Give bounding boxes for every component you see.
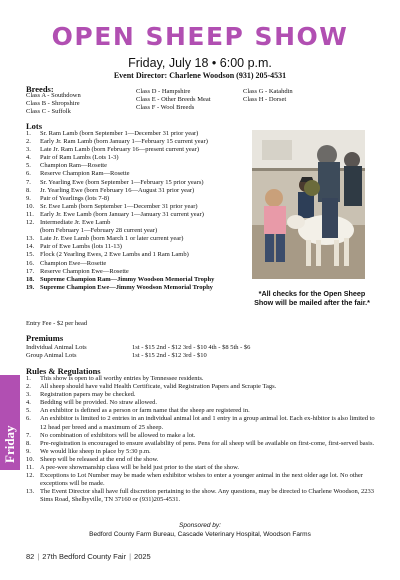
lot-item — [26, 154, 261, 162]
lot-item-text: Champion Ram—Rosette — [40, 162, 107, 170]
lot-item-text: Reserve Champion Ram—Rosette — [40, 170, 130, 178]
lot-item — [26, 138, 261, 146]
lot-item-text: Sr. Ewe Lamb (born September 1—December 31 prior year) — [40, 202, 198, 210]
lot-item — [26, 170, 261, 178]
day-tab — [0, 375, 20, 470]
rule-item-number: 5. — [26, 407, 31, 415]
lot-item — [26, 268, 261, 276]
rule-item — [26, 383, 381, 391]
lot-item-text: Pair of Ram Lambs (Lots 1-3) — [40, 154, 119, 162]
rule-item-text: We would like sheep in place by 5:30 p.m. — [40, 447, 151, 455]
rule-item-text: All sheep should have valid Health Certificate, valid Registration Papers and Scrapie Tags. — [40, 383, 277, 391]
rule-item — [26, 375, 381, 383]
rule-item — [26, 391, 381, 399]
lot-item-text: Supreme Champion Ewe—Jimmy Woodson Memorial Trophy — [40, 283, 213, 291]
rules-list — [26, 375, 381, 505]
sponsor-heading: Sponsored by: — [179, 522, 221, 529]
rule-item-text: An exhibitor is defined as a person or farm name that the sheep are registered in. — [40, 407, 250, 415]
lot-item — [26, 179, 261, 187]
rule-item-text: No combination of exhibitors will be allowed to make a lot. — [40, 431, 196, 439]
lot-item-number: 19. — [26, 283, 35, 291]
lot-item-number: 17. — [26, 267, 35, 275]
rule-item-text: An exhibitor is limited to 2 entries in an individual animal lot and 1 entry in a group animal lot. Each ex-hibitor is also limited to 12 head per breed and a maximum of 25 sheep. — [40, 415, 375, 431]
lot-item-text: Pair of Ewe Lambs (lots 11-13) — [40, 243, 122, 251]
lot-item — [26, 219, 261, 227]
lot-item-text: Pair of Yearlings (lots 7-8) — [40, 194, 110, 202]
breed-item: Class B - Shropshire — [26, 100, 80, 108]
rule-item-number: 4. — [26, 399, 31, 407]
rule-item-number: 7. — [26, 431, 31, 439]
lot-item-number: 18. — [26, 275, 35, 283]
premium-label: Individual Animal Lots — [26, 344, 87, 351]
lot-item-number: 5. — [26, 162, 31, 170]
rule-item-text: Sheep will be released at the end of the show. — [40, 455, 159, 463]
rule-item — [26, 415, 381, 431]
lot-item-number: 3. — [26, 146, 31, 154]
lot-item-number: 16. — [26, 259, 35, 267]
breed-item: Class H - Dorset — [243, 96, 287, 104]
lot-item-text: Sr. Yearling Ewe (born September 1—February 15 prior years) — [40, 178, 204, 186]
lot-item-number: 11. — [26, 210, 34, 218]
lot-item-number: 10. — [26, 202, 35, 210]
checks-note: *All checks for the Open Sheep Show will be mailed after the fair.* — [254, 289, 370, 307]
rule-item-number: 10. — [26, 455, 35, 463]
lot-item-number: 13. — [26, 235, 35, 243]
breeds-heading: Breeds: — [26, 84, 54, 94]
rule-item-text: This show is open to all worthy entries by Tennessee residents. — [40, 375, 204, 382]
breed-item: Class A - Southdown — [26, 92, 81, 99]
lot-item-text: (born February 1—February 28 current year) — [40, 227, 158, 235]
lot-item-text: Late Jr. Ram Lamb (born February 16—present current year) — [40, 146, 200, 154]
rule-item — [26, 448, 381, 456]
rule-item-number: 1. — [26, 375, 31, 382]
premium-values: 1st - $15 2nd - $12 3rd - $10 — [132, 352, 207, 360]
lot-item-text: Flock (2 Yearling Ewes, 2 Ewe Lambs and 1 Ram Lamb) — [40, 251, 189, 259]
rule-item-text: A pee-wee showmanship class will be held just prior to the start of the show. — [40, 464, 240, 472]
sheep-show-photo — [252, 130, 365, 279]
lot-item — [26, 260, 261, 268]
lot-item — [26, 227, 261, 235]
rule-item-number: 9. — [26, 447, 31, 455]
lot-item-number: 4. — [26, 154, 31, 162]
event-date: Friday, July 18 • 6:00 p.m. — [128, 56, 272, 70]
lot-item-text: Sr. Ram Lamb (born September 1—December 31 prior year) — [40, 130, 199, 137]
lot-item-text: Intermediate Jr. Ewe Lamb — [40, 219, 111, 227]
lot-item-number — [26, 227, 40, 235]
page-title: OPEN SHEEP SHOW — [51, 22, 349, 51]
rule-item-number: 13. — [26, 488, 35, 496]
event-director: Event Director: Charlene Woodson (931) 205-4531 — [113, 71, 287, 80]
rule-item — [26, 472, 381, 488]
premium-row — [26, 352, 250, 360]
lot-item — [26, 251, 261, 259]
sponsor-list: Bedford County Farm Bureau, Cascade Veterinary Hospital, Woodson Farms — [89, 531, 311, 538]
breeds-col-2 — [136, 88, 211, 112]
premium-label: Group Animal Lots — [26, 352, 77, 360]
fair-name: 27th Bedford County Fair — [42, 552, 127, 561]
premium-values: 1st - $15 2nd - $12 3rd - $10 4th - $8 5th - $6 — [132, 344, 251, 351]
lot-item-text: Champion Ewe—Rosette — [40, 259, 107, 267]
lot-item — [26, 195, 261, 203]
lot-item — [26, 276, 261, 284]
rule-item — [26, 407, 381, 415]
rule-item-number: 3. — [26, 391, 31, 399]
lot-item-number: 8. — [26, 186, 31, 194]
lot-item-number: 6. — [26, 170, 31, 178]
rule-item-number: 2. — [26, 383, 31, 391]
lot-item-number: 7. — [26, 178, 31, 186]
lot-item-text: Supreme Champion Ram—Jimmy Woodson Memorial Trophy — [40, 275, 215, 283]
breed-item: Class C - Suffolk — [26, 108, 71, 116]
rule-item-text: Registration papers may be checked. — [40, 391, 136, 399]
lot-item-number: 12. — [26, 219, 35, 227]
premiums-table — [26, 344, 250, 360]
breeds-col-1 — [26, 92, 81, 116]
rule-item — [26, 399, 381, 407]
lot-item — [26, 187, 261, 195]
rule-item-number: 8. — [26, 439, 31, 447]
rule-item-number: 11. — [26, 464, 34, 472]
lot-item-text: Early Jr. Ewe Lamb (born January 1—January 31 current year) — [40, 210, 204, 218]
rule-item — [26, 488, 381, 504]
lot-item-number: 15. — [26, 251, 35, 259]
premiums-heading: Premiums — [26, 333, 64, 343]
lot-item-text: Late Jr. Ewe Lamb (born March 1 or later current year) — [40, 235, 184, 243]
page-footer: 82 | 27th Bedford County Fair | 2025 — [26, 552, 151, 561]
rule-item-text: Exceptions to Lot Number may be made when exhibitor wishes to enter a younger animal in the next older age lot. No other exceptions will be made. — [40, 472, 363, 488]
lot-item-number: 2. — [26, 138, 31, 146]
premium-row — [26, 344, 250, 352]
lot-item-text: Jr. Yearling Ewe (born February 16—August 31 prior year) — [40, 186, 195, 194]
breed-item: Class F - Wool Breeds — [136, 104, 195, 112]
lots-heading: Lots — [26, 121, 43, 131]
rule-item — [26, 432, 381, 440]
lots-list — [26, 130, 261, 292]
rule-item-text: Bedding will be provided. No straw allowed. — [40, 399, 157, 407]
rule-item — [26, 464, 381, 472]
lot-item-number: 9. — [26, 194, 31, 202]
lot-item — [26, 284, 261, 292]
lot-item — [26, 146, 261, 154]
breed-item: Class E - Other Breeds Meat — [136, 96, 211, 104]
lot-item-text: Reserve Champion Ewe—Rosette — [40, 267, 129, 275]
lot-item — [26, 235, 261, 243]
lot-item — [26, 211, 261, 219]
lot-item — [26, 243, 261, 251]
breed-item: Class G - Katahdin — [243, 88, 293, 95]
lot-item — [26, 162, 261, 170]
rule-item-text: Pre-registration is encouraged to ensure availability of pens. Pens for all sheep will be available on first-come, first-served basis. — [40, 439, 375, 447]
day-tab-label: Friday — [2, 425, 17, 463]
rule-item-text: The Event Director shall have full discretion pertaining to the show. Any questions, may be directed to Charlene Woodson, 2233 Sims Road, Shelbyville, TN 37160 or (931)205-4531. — [40, 488, 374, 504]
lot-item-text: Early Jr. Ram Lamb (born January 1—February 15 current year) — [40, 138, 208, 146]
entry-fee: Entry Fee - $2 per head — [26, 320, 88, 327]
rule-item — [26, 440, 381, 448]
breed-item: Class D - Hampshire — [136, 88, 191, 95]
breeds-col-3 — [243, 88, 293, 104]
rule-item — [26, 456, 381, 464]
lot-item-number: 14. — [26, 243, 35, 251]
rule-item-number: 6. — [26, 415, 31, 423]
rules-heading: Rules & Regulations — [26, 366, 101, 376]
rule-item-number: 12. — [26, 472, 35, 480]
fair-year: 2025 — [134, 552, 151, 561]
lot-item-number: 1. — [26, 130, 31, 137]
page-number: 82 — [26, 552, 35, 561]
lot-item — [26, 203, 261, 211]
lot-item — [26, 130, 261, 138]
